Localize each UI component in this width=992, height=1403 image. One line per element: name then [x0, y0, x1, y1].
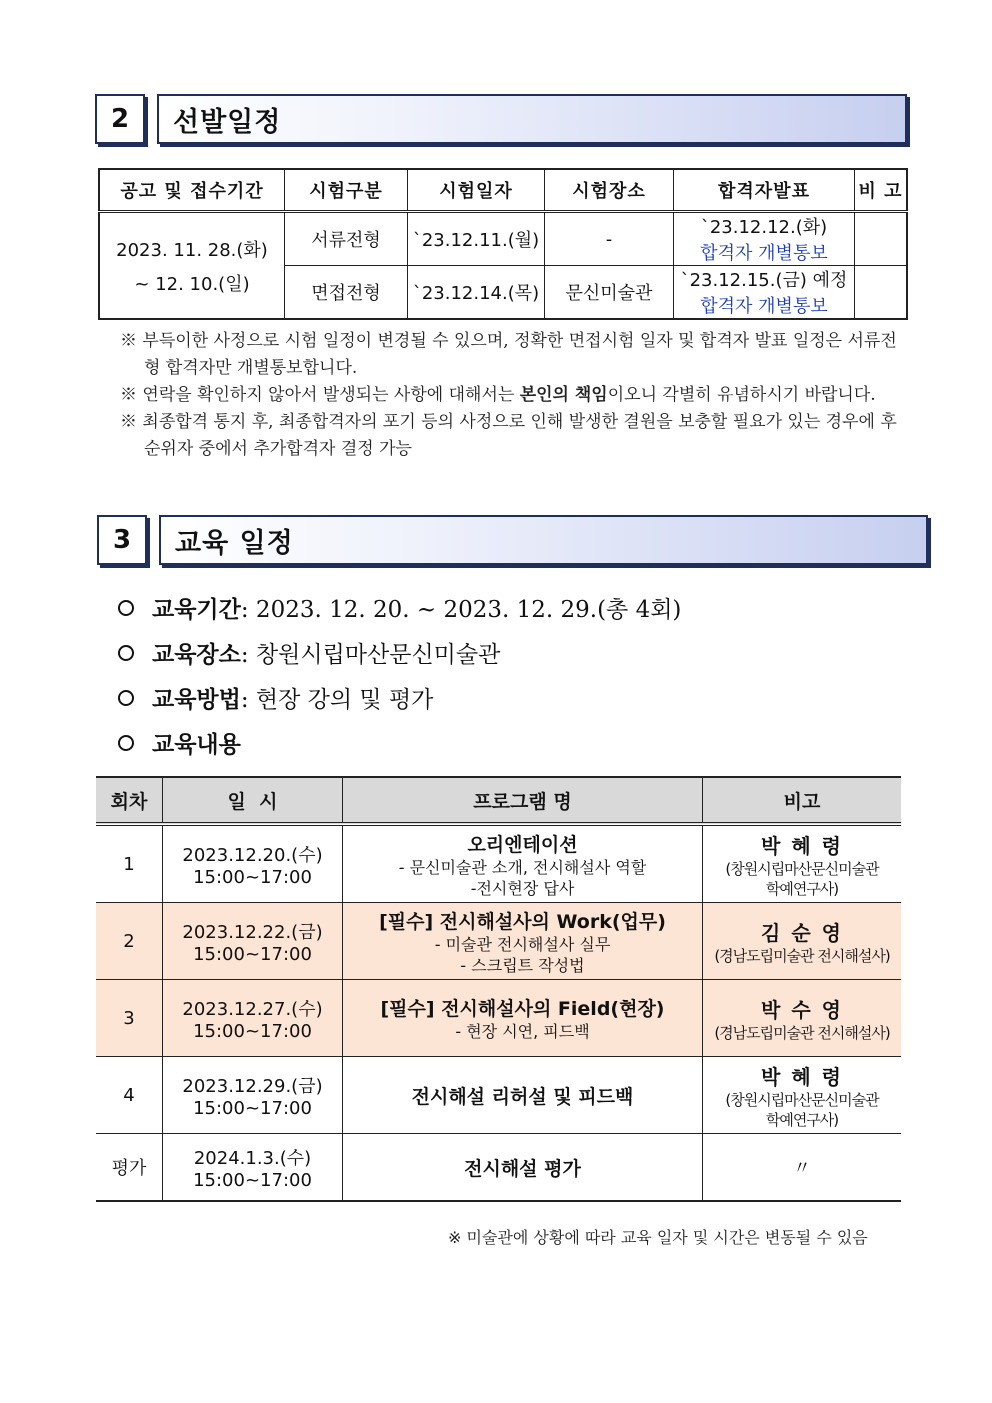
col-header: 합격자발표 — [674, 169, 855, 212]
info-label: 교육내용 — [152, 731, 241, 758]
instructor-name: 김 순 영 — [761, 920, 843, 945]
application-period — [99, 212, 285, 320]
col-header: 프로그램 명 — [343, 777, 703, 824]
note-item — [120, 382, 900, 409]
circle-bullet-icon — [118, 690, 134, 706]
section-title: 선발일정 — [157, 94, 907, 144]
circle-bullet-icon — [118, 735, 134, 751]
session-no: 1 — [96, 824, 163, 903]
table-row — [96, 903, 901, 980]
info-item — [118, 585, 681, 630]
announce-method: 합격자 개별통보 — [700, 243, 828, 264]
section-number: 2 — [95, 94, 145, 144]
col-header: 시험구분 — [285, 169, 408, 212]
exam-type: 서류전형 — [285, 212, 408, 266]
instructor-org: (경남도립미술관 전시해설사) — [714, 946, 890, 965]
exam-date: `23.12.14.(목) — [408, 266, 545, 320]
instructor-name: 박 혜 령 — [761, 1064, 843, 1089]
instructor-name: 〃 — [793, 1158, 811, 1179]
program-title: 오리엔테이션 — [467, 833, 578, 856]
table-row — [99, 212, 907, 266]
section-number: 3 — [97, 515, 147, 565]
program — [343, 824, 703, 903]
col-header: 일 시 — [163, 777, 343, 824]
session-date: 2023.12.22.(금) — [182, 921, 323, 943]
program-title: [필수] 전시해설사의 Field(현장) — [380, 998, 665, 1020]
announce-method: 합격자 개별통보 — [700, 296, 828, 317]
note-text: 이오니 각별히 유념하시기 바랍니다. — [607, 385, 876, 405]
info-value: : 창원시립마산문신미술관 — [240, 642, 501, 668]
session-datetime — [163, 903, 343, 980]
session-datetime — [163, 824, 343, 903]
session-date: 2023.12.27.(수) — [182, 998, 323, 1020]
program-title: 전시해설 평가 — [464, 1157, 581, 1180]
session-no: 평가 — [96, 1134, 163, 1202]
education-info — [118, 585, 681, 765]
instructor-name: 박 혜 령 — [761, 833, 843, 858]
info-value: : 2023. 12. 20. ~ 2023. 12. 29.(총 4회) — [240, 597, 682, 623]
note-item: ※ 최종합격 통지 후, 최종합격자의 포기 등의 사정으로 인해 발생한 결원을 보충할 필요가 있는 경우에 후 순위자 중에서 추가합격자 결정 가능 — [120, 412, 897, 459]
col-header: 회차 — [96, 777, 163, 824]
period-end: ~ 12. 10.(일) — [134, 273, 250, 295]
note-text: ※ 연락을 확인하지 않아서 발생되는 사항에 대해서는 — [120, 385, 520, 405]
program-title: 전시해설 리허설 및 피드백 — [411, 1085, 634, 1108]
info-item — [118, 720, 681, 765]
note-emphasis: 본인의 책임 — [519, 385, 608, 405]
session-no: 2 — [96, 903, 163, 980]
col-header: 공고 및 접수기간 — [99, 169, 285, 212]
program — [343, 1057, 703, 1134]
session-datetime — [163, 1057, 343, 1134]
session-time: 15:00~17:00 — [193, 1020, 312, 1042]
note-cell — [855, 266, 908, 320]
circle-bullet-icon — [118, 645, 134, 661]
col-header: 비 고 — [855, 169, 908, 212]
announce-date: `23.12.15.(금) 예정 — [680, 270, 848, 291]
instructor-name: 박 수 영 — [761, 997, 843, 1022]
table-row — [96, 824, 901, 903]
exam-place: - — [545, 212, 674, 266]
session-time: 15:00~17:00 — [193, 1097, 312, 1119]
session-time: 15:00~17:00 — [193, 1169, 312, 1191]
instructor-org: (창원시립마산문신미술관 — [725, 1090, 879, 1109]
instructor-org: (창원시립마산문신미술관 — [725, 859, 879, 878]
session-datetime — [163, 1134, 343, 1202]
exam-date: `23.12.11.(월) — [408, 212, 545, 266]
col-header: 시험일자 — [408, 169, 545, 212]
program-detail: - 문신미술관 소개, 전시해설사 역할 — [398, 857, 647, 877]
instructor — [703, 1057, 902, 1134]
instructor — [703, 980, 902, 1057]
instructor-org: 학예연구사) — [765, 1110, 839, 1129]
instructor — [703, 824, 902, 903]
footnote: ※ 미술관에 상황에 따라 교육 일자 및 시간은 변동될 수 있음 — [448, 1228, 868, 1247]
exam-place: 문신미술관 — [545, 266, 674, 320]
program — [343, 1134, 703, 1202]
session-time: 15:00~17:00 — [193, 943, 312, 965]
session-date: 2023.12.20.(수) — [182, 844, 323, 866]
session-date: 2023.12.29.(금) — [182, 1075, 323, 1097]
table-row — [96, 1134, 901, 1202]
session-datetime — [163, 980, 343, 1057]
info-label: 교육방법 — [152, 686, 241, 713]
col-header: 비고 — [703, 777, 902, 824]
section-3-header — [97, 515, 928, 569]
circle-bullet-icon — [118, 600, 134, 616]
program — [343, 903, 703, 980]
education-content-table — [96, 776, 901, 1202]
col-header: 시험장소 — [545, 169, 674, 212]
instructor — [703, 903, 902, 980]
announce-date: `23.12.12.(화) — [700, 217, 828, 238]
info-value: : 현장 강의 및 평가 — [240, 687, 434, 713]
program — [343, 980, 703, 1057]
selection-schedule-table — [98, 168, 908, 320]
session-no: 3 — [96, 980, 163, 1057]
notes — [120, 328, 900, 463]
note-item: ※ 부득이한 사정으로 시험 일정이 변경될 수 있으며, 정확한 면접시험 일자 및 합격자 발표 일정은 서류전형 합격자만 개별통보합니다. — [120, 331, 897, 378]
info-item — [118, 675, 681, 720]
program-detail: - 미술관 전시해설사 실무 — [434, 934, 611, 954]
instructor — [703, 1134, 902, 1202]
session-time: 15:00~17:00 — [193, 866, 312, 888]
info-label: 교육기간 — [152, 596, 241, 623]
announcement — [674, 212, 855, 266]
announcement — [674, 266, 855, 320]
period-start: 2023. 11. 28.(화) — [116, 239, 268, 261]
instructor-org: (경남도립미술관 전시해설사) — [714, 1023, 890, 1042]
session-no: 4 — [96, 1057, 163, 1134]
instructor-org: 학예연구사) — [765, 879, 839, 898]
program-detail: - 스크립트 작성법 — [460, 955, 585, 975]
info-item — [118, 630, 681, 675]
info-label: 교육장소 — [152, 641, 241, 668]
table-row — [96, 1057, 901, 1134]
session-date: 2024.1.3.(수) — [193, 1147, 312, 1169]
exam-type: 면접전형 — [285, 266, 408, 320]
section-title: 교육 일정 — [159, 515, 928, 565]
section-2-header — [95, 94, 907, 148]
note-cell — [855, 212, 908, 266]
program-title: [필수] 전시해설사의 Work(업무) — [379, 910, 666, 933]
table-row — [96, 980, 901, 1057]
program-detail: -전시현장 답사 — [470, 878, 575, 898]
program-detail: - 현장 시연, 피드백 — [455, 1022, 590, 1041]
